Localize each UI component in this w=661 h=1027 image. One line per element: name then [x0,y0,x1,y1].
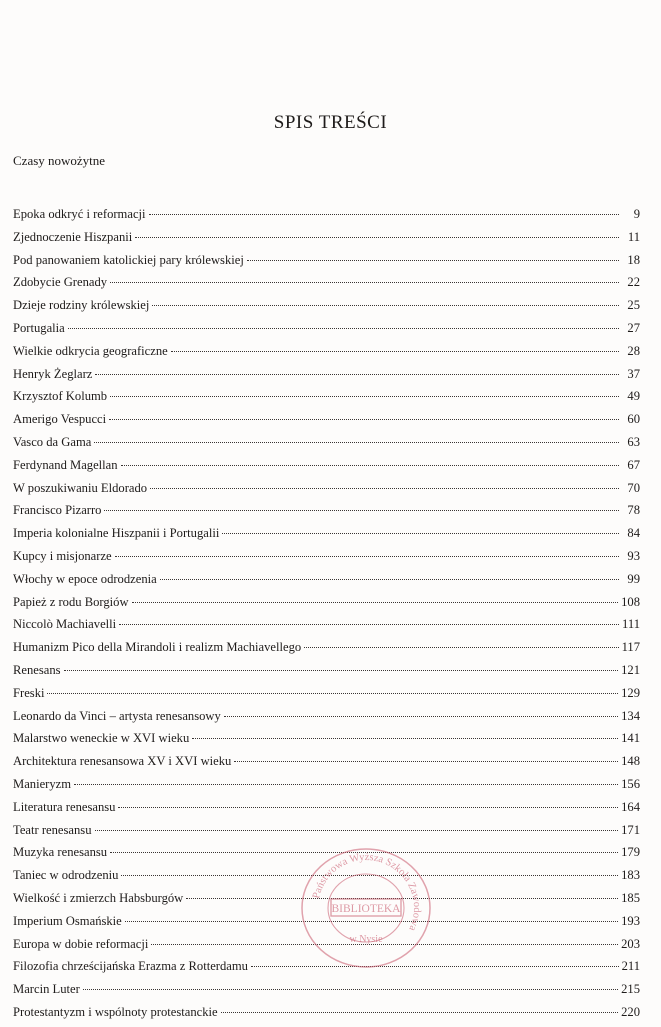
toc-leader-dots [121,875,618,876]
toc-leader-dots [119,624,619,625]
toc-leader-dots [221,1012,618,1013]
toc-entry-page: 22 [627,275,640,290]
toc-entry-page: 117 [621,640,640,655]
toc-entry-page: 185 [621,890,640,905]
toc-entry-page: 99 [627,571,640,586]
toc-entry [13,913,640,936]
toc-entry-title: Wielkie odkrycia geograficzne [13,343,168,358]
toc-leader-dots [160,579,619,580]
toc-entry [13,958,640,981]
toc-entry [13,229,640,252]
toc-entry-title: Portugalia [13,320,65,335]
toc-entry-page: 108 [621,594,640,609]
toc-entry-title: Marcin Luter [13,982,80,997]
toc-entry-page: 49 [627,389,640,404]
toc-leader-dots [110,282,619,283]
toc-entry [13,936,640,959]
toc-entry [13,366,640,389]
toc-entry [13,571,640,594]
toc-entry [13,388,640,411]
page-title: SPIS TREŚCI [273,112,388,133]
toc-entry-page: 28 [627,343,640,358]
toc-entry-page: 93 [627,548,640,563]
toc-entry-page: 211 [621,959,640,974]
toc-entry [13,320,640,343]
toc-entry-page: 171 [621,822,640,837]
toc-leader-dots [74,784,618,785]
toc-entry-page: 148 [621,754,640,769]
toc-leader-dots [83,989,618,990]
toc-entry-page: 203 [621,936,640,951]
toc-leader-dots [95,374,619,375]
toc-entry [13,297,640,320]
toc-leader-dots [171,351,619,352]
toc-entry-title: W poszukiwaniu Eldorado [13,480,148,495]
toc-entry-title: Niccolò Machiavelli [13,617,117,632]
toc-leader-dots [149,214,619,215]
toc-entry [13,457,640,480]
toc-entry-page: 70 [627,480,640,495]
table-of-contents [13,206,640,1027]
toc-leader-dots [109,419,619,420]
toc-leader-dots [150,488,619,489]
toc-entry-page: 193 [621,913,640,928]
toc-entry [13,434,640,457]
toc-entry [13,822,640,845]
toc-entry-page: 37 [627,366,640,381]
toc-entry [13,252,640,275]
toc-leader-dots [95,830,619,831]
toc-entry-title: Epoka odkryć i reformacji [13,207,146,221]
toc-entry-title: Pod panowaniem katolickiej pary królewskiej [13,252,244,267]
toc-entry-page: 18 [627,252,640,267]
stamp-center-text: BIBLIOTEKA [331,903,401,915]
toc-entry-page: 25 [627,298,640,313]
toc-entry-page: 9 [633,207,640,221]
toc-entry-title: Wielkość i zmierzch Habsburgów [13,890,184,905]
toc-leader-dots [135,237,619,238]
toc-leader-dots [152,305,619,306]
toc-entry-title: Henryk Żeglarz [13,366,93,381]
toc-entry-title: Dzieje rodziny królewskiej [13,298,150,313]
toc-entry-title: Malarstwo weneckie w XVI wieku [13,731,190,746]
toc-entry-page: 129 [621,685,640,700]
toc-entry-title: Vasco da Gama [13,434,92,449]
toc-entry-page: 179 [621,845,640,860]
toc-entry-title: Protestantyzm i wspólnoty protestanckie [13,1004,218,1019]
toc-entry-title: Zdobycie Grenady [13,275,108,290]
toc-entry-page: 215 [621,982,640,997]
stamp-bottom-text: w Nysie [349,934,383,945]
toc-entry [13,274,640,297]
toc-leader-dots [247,260,619,261]
toc-leader-dots [121,465,619,466]
toc-entry [13,981,640,1004]
toc-leader-dots [224,716,618,717]
toc-entry [13,502,640,525]
toc-entry-page: 220 [621,1004,640,1019]
toc-entry [13,206,640,229]
toc-entry-title: Freski [13,685,45,700]
toc-entry-title: Ferdynand Magellan [13,457,118,472]
toc-leader-dots [47,693,618,694]
toc-entry-title: Francisco Pizarro [13,503,102,518]
toc-entry-title: Krzysztof Kolumb [13,389,108,404]
toc-leader-dots [118,807,618,808]
toc-entry-title: Papież z rodu Borgiów [13,594,129,609]
toc-entry-title: Manieryzm [13,776,72,791]
section-subtitle: Czasy nowożytne [13,153,106,168]
toc-entry [13,548,640,571]
toc-entry [13,1004,640,1027]
toc-entry-page: 183 [621,868,640,883]
toc-entry [13,343,640,366]
toc-entry-title: Amerigo Vespucci [13,412,107,427]
toc-leader-dots [222,533,619,534]
toc-leader-dots [125,921,618,922]
toc-entry-page: 84 [627,526,640,541]
toc-entry-page: 60 [627,412,640,427]
toc-entry-title: Kupcy i misjonarze [13,548,112,563]
toc-leader-dots [304,647,618,648]
toc-leader-dots [234,761,618,762]
toc-leader-dots [110,396,619,397]
toc-entry-title: Zjednoczenie Hiszpanii [13,229,133,244]
toc-entry-page: 156 [621,776,640,791]
toc-entry-title: Renesans [13,662,61,677]
toc-leader-dots [115,556,619,557]
toc-leader-dots [68,328,619,329]
toc-entry [13,867,640,890]
toc-leader-dots [151,944,618,945]
toc-entry-title: Teatr renesansu [13,822,92,837]
toc-leader-dots [64,670,619,671]
toc-entry [13,890,640,913]
toc-entry-title: Imperia kolonialne Hiszpanii i Portugalii [13,526,220,541]
toc-entry-title: Imperium Osmańskie [13,913,122,928]
toc-entry [13,616,640,639]
toc-leader-dots [192,738,618,739]
toc-entry [13,639,640,662]
toc-entry [13,594,640,617]
toc-entry-title: Architektura renesansowa XV i XVI wieku [13,754,232,769]
toc-entry-title: Europa w dobie reformacji [13,936,149,951]
toc-entry [13,685,640,708]
toc-entry-page: 11 [627,229,640,244]
stamp-ring-text: Państwowa Wyższa Szkoła Zawodowa [310,851,423,933]
toc-entry [13,844,640,867]
toc-entry-page: 67 [627,457,640,472]
toc-entry [13,480,640,503]
toc-entry-page: 164 [621,799,640,814]
toc-entry-title: Literatura renesansu [13,799,116,814]
toc-entry-title: Taniec w odrodzeniu [13,868,119,883]
toc-entry-page: 78 [627,503,640,518]
toc-entry-title: Włochy w epoce odrodzenia [13,571,157,586]
toc-entry-page: 27 [627,320,640,335]
toc-entry-page: 121 [621,662,640,677]
toc-entry [13,662,640,685]
toc-leader-dots [251,966,619,967]
toc-entry [13,799,640,822]
toc-entry [13,708,640,731]
toc-leader-dots [94,442,619,443]
toc-entry-title: Filozofia chrześcijańska Erazma z Rotterdamu [13,959,248,974]
toc-leader-dots [132,602,619,603]
toc-entry [13,753,640,776]
toc-entry-title: Humanizm Pico della Mirandoli i realizm Machiavellego [13,640,302,655]
toc-leader-dots [110,852,618,853]
toc-entry-page: 63 [627,434,640,449]
toc-entry-page: 141 [621,731,640,746]
toc-entry-page: 111 [622,617,640,632]
toc-leader-dots [104,510,619,511]
toc-entry [13,776,640,799]
toc-leader-dots [186,898,618,899]
toc-entry-page: 134 [621,708,640,723]
toc-entry [13,411,640,434]
toc-entry [13,730,640,753]
toc-entry-title: Muzyka renesansu [13,845,108,860]
toc-entry [13,525,640,548]
toc-entry-title: Leonardo da Vinci – artysta renesansowy [13,708,221,723]
